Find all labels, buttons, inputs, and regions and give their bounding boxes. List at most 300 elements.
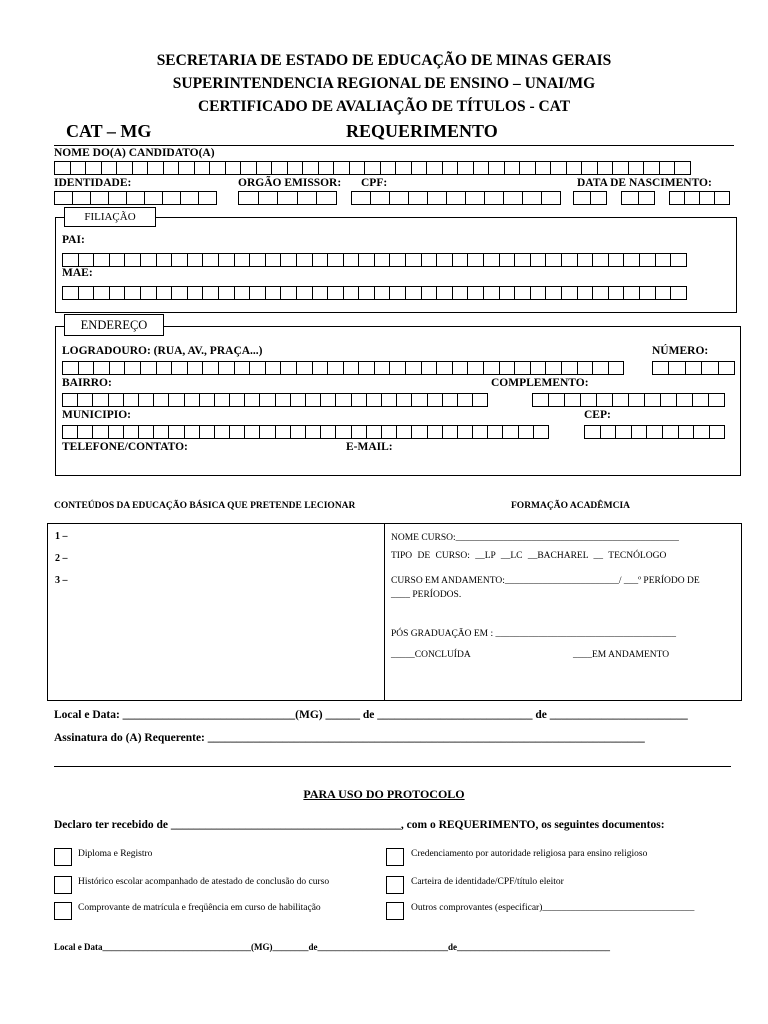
char-box[interactable] [545,253,562,267]
identity-field[interactable] [54,191,217,205]
char-box[interactable] [90,191,109,205]
char-box[interactable] [296,286,313,300]
char-box[interactable] [504,161,521,175]
char-box[interactable] [564,393,581,407]
char-box[interactable] [335,393,351,407]
char-box[interactable] [238,191,259,205]
candidate-name-field[interactable] [54,161,691,175]
char-box[interactable] [662,425,679,439]
char-box[interactable] [320,393,336,407]
char-box[interactable] [652,361,669,375]
char-box[interactable] [198,191,217,205]
char-box[interactable] [502,425,518,439]
char-box[interactable] [472,393,488,407]
char-box[interactable] [116,161,133,175]
char-box[interactable] [532,393,549,407]
place-date-field[interactable]: Local e Data: ______________________________(MG) ______ de ___________________________ de ________________________ [54,709,688,721]
char-box[interactable] [140,286,157,300]
char-box[interactable] [280,286,297,300]
char-box[interactable] [312,253,329,267]
char-box[interactable] [202,286,219,300]
postgrad-field[interactable]: PÓS GRADUAÇÃO EM : ______________________________________ [391,629,677,639]
course-name-field[interactable]: NOME CURSO:_______________________________________________ [391,533,679,543]
char-box[interactable] [421,253,438,267]
char-box[interactable] [405,361,422,375]
char-box[interactable] [561,361,578,375]
char-box[interactable] [701,361,718,375]
char-box[interactable] [714,191,730,205]
char-box[interactable] [124,286,141,300]
char-box[interactable] [156,253,173,267]
char-box[interactable] [271,161,288,175]
char-box[interactable] [62,253,79,267]
char-box[interactable] [218,286,235,300]
char-box[interactable] [123,425,139,439]
char-box[interactable] [577,361,594,375]
char-box[interactable] [85,161,102,175]
char-box[interactable] [259,393,275,407]
char-box[interactable] [351,393,367,407]
char-box[interactable] [628,161,645,175]
char-box[interactable] [126,191,145,205]
char-box[interactable] [467,253,484,267]
char-box[interactable] [612,393,629,407]
char-box[interactable] [366,393,382,407]
char-box[interactable] [548,393,565,407]
char-box[interactable] [621,191,639,205]
char-box[interactable] [421,286,438,300]
char-box[interactable] [427,425,443,439]
char-box[interactable] [684,191,700,205]
char-box[interactable] [514,286,531,300]
char-box[interactable] [162,191,181,205]
other-docs-label[interactable]: Outros comprovantes (especificar)________________________________ [411,903,695,913]
char-box[interactable] [109,361,126,375]
char-box[interactable] [171,361,188,375]
char-box[interactable] [411,425,427,439]
char-box[interactable] [124,361,141,375]
char-box[interactable] [320,425,336,439]
char-box[interactable] [545,286,562,300]
protocol-footer-field[interactable]: Local e Data_________________________________(MG)________de_____________________________de__________________________________ [54,942,610,952]
char-box[interactable] [530,286,547,300]
char-box[interactable] [421,361,438,375]
identity-docs-checkbox[interactable] [386,876,404,894]
char-box[interactable] [70,161,87,175]
char-box[interactable] [457,425,473,439]
char-box[interactable] [457,161,474,175]
char-box[interactable] [646,425,663,439]
char-box[interactable] [62,393,78,407]
char-box[interactable] [156,361,173,375]
char-box[interactable] [483,286,500,300]
char-box[interactable] [427,191,447,205]
char-box[interactable] [184,393,200,407]
protocol-declaration[interactable]: Declaro ter recebido de ________________________________________, com o REQUERIMENTO, os seguintes documentos: [54,819,665,831]
char-box[interactable] [234,286,251,300]
char-box[interactable] [343,286,360,300]
char-box[interactable] [608,286,625,300]
char-box[interactable] [389,191,409,205]
char-box[interactable] [327,253,344,267]
char-box[interactable] [592,286,609,300]
char-box[interactable] [132,161,149,175]
birth-month-field[interactable] [621,191,655,205]
char-box[interactable] [623,286,640,300]
char-box[interactable] [483,253,500,267]
char-box[interactable] [709,425,726,439]
char-box[interactable] [199,393,215,407]
char-box[interactable] [302,161,319,175]
char-box[interactable] [452,253,469,267]
char-box[interactable] [312,361,329,375]
char-box[interactable] [660,393,677,407]
char-box[interactable] [623,253,640,267]
char-box[interactable] [124,253,141,267]
char-box[interactable] [290,393,306,407]
content-item-3[interactable]: 3 – [55,575,68,586]
char-box[interactable] [187,253,204,267]
char-box[interactable] [405,286,422,300]
char-box[interactable] [335,425,351,439]
char-box[interactable] [343,361,360,375]
char-box[interactable] [214,425,230,439]
char-box[interactable] [187,286,204,300]
char-box[interactable] [168,425,184,439]
char-box[interactable] [676,393,693,407]
char-box[interactable] [214,393,230,407]
char-box[interactable] [692,393,709,407]
char-box[interactable] [708,393,725,407]
char-box[interactable] [265,253,282,267]
char-box[interactable] [465,191,485,205]
char-box[interactable] [484,191,504,205]
char-box[interactable] [436,253,453,267]
char-box[interactable] [596,393,613,407]
char-box[interactable] [343,253,360,267]
city-field[interactable] [62,425,549,439]
char-box[interactable] [218,361,235,375]
char-box[interactable] [218,253,235,267]
cep-field[interactable] [584,425,725,439]
char-box[interactable] [290,425,306,439]
char-box[interactable] [674,161,691,175]
char-box[interactable] [644,393,661,407]
char-box[interactable] [396,393,412,407]
char-box[interactable] [612,161,629,175]
district-field[interactable] [62,393,488,407]
other-docs-checkbox[interactable] [386,902,404,920]
char-box[interactable] [109,253,126,267]
char-box[interactable] [312,286,329,300]
char-box[interactable] [333,161,350,175]
char-box[interactable] [581,161,598,175]
char-box[interactable] [297,191,318,205]
char-box[interactable] [678,425,695,439]
char-box[interactable] [374,361,391,375]
char-box[interactable] [265,286,282,300]
enrollment-checkbox[interactable] [54,902,72,920]
complement-field[interactable] [532,393,725,407]
char-box[interactable] [519,161,536,175]
char-box[interactable] [194,161,211,175]
char-box[interactable] [147,161,164,175]
char-box[interactable] [530,253,547,267]
postgrad-ongoing-option[interactable]: ____EM ANDAMENTO [573,650,670,660]
char-box[interactable] [109,286,126,300]
char-box[interactable] [140,253,157,267]
char-box[interactable] [108,425,124,439]
char-box[interactable] [202,361,219,375]
char-box[interactable] [275,393,291,407]
char-box[interactable] [229,393,245,407]
char-box[interactable] [499,253,516,267]
char-box[interactable] [54,191,73,205]
char-box[interactable] [351,191,371,205]
content-item-1[interactable]: 1 – [55,531,68,542]
char-box[interactable] [592,253,609,267]
char-box[interactable] [427,393,443,407]
char-box[interactable] [550,161,567,175]
char-box[interactable] [389,253,406,267]
char-box[interactable] [483,361,500,375]
char-box[interactable] [140,361,157,375]
char-box[interactable] [628,393,645,407]
char-box[interactable] [488,161,505,175]
char-box[interactable] [573,191,591,205]
char-box[interactable] [280,253,297,267]
char-box[interactable] [514,361,531,375]
char-box[interactable] [668,361,685,375]
char-box[interactable] [541,191,561,205]
char-box[interactable] [259,425,275,439]
birth-year-field[interactable] [669,191,730,205]
char-box[interactable] [296,361,313,375]
char-box[interactable] [327,286,344,300]
cpf-field[interactable] [351,191,561,205]
course-periods-field[interactable]: ____ PERÍODOS. [391,590,462,600]
char-box[interactable] [699,191,715,205]
religious-credential-checkbox[interactable] [386,848,404,866]
char-box[interactable] [639,253,656,267]
char-box[interactable] [561,253,578,267]
char-box[interactable] [473,161,490,175]
char-box[interactable] [234,253,251,267]
char-box[interactable] [436,286,453,300]
char-box[interactable] [436,361,453,375]
char-box[interactable] [78,253,95,267]
char-box[interactable] [144,191,163,205]
char-box[interactable] [78,361,95,375]
char-box[interactable] [446,191,466,205]
char-box[interactable] [92,425,108,439]
char-box[interactable] [277,191,298,205]
char-box[interactable] [693,425,710,439]
char-box[interactable] [577,286,594,300]
char-box[interactable] [108,191,127,205]
char-box[interactable] [514,253,531,267]
char-box[interactable] [258,191,279,205]
char-box[interactable] [561,286,578,300]
diploma-checkbox[interactable] [54,848,72,866]
char-box[interactable] [396,425,412,439]
char-box[interactable] [467,361,484,375]
char-box[interactable] [442,161,459,175]
char-box[interactable] [184,425,200,439]
char-box[interactable] [178,161,195,175]
char-box[interactable] [389,286,406,300]
char-box[interactable] [123,393,139,407]
char-box[interactable] [138,393,154,407]
char-box[interactable] [408,191,428,205]
char-box[interactable] [316,191,337,205]
char-box[interactable] [202,253,219,267]
birth-day-field[interactable] [573,191,607,205]
mother-field[interactable] [62,286,687,300]
char-box[interactable] [472,425,488,439]
transcript-checkbox[interactable] [54,876,72,894]
char-box[interactable] [349,161,366,175]
requester-signature-field[interactable]: Assinatura do (A) Requerente: ____________________________________________________________________________ [54,732,645,744]
char-box[interactable] [62,361,79,375]
char-box[interactable] [225,161,242,175]
char-box[interactable] [287,161,304,175]
char-box[interactable] [256,161,273,175]
number-field[interactable] [652,361,735,375]
char-box[interactable] [530,361,547,375]
char-box[interactable] [381,393,397,407]
char-box[interactable] [171,253,188,267]
char-box[interactable] [275,425,291,439]
char-box[interactable] [499,286,516,300]
char-box[interactable] [180,191,199,205]
char-box[interactable] [171,286,188,300]
char-box[interactable] [577,253,594,267]
char-box[interactable] [77,393,93,407]
char-box[interactable] [608,253,625,267]
char-box[interactable] [638,191,656,205]
char-box[interactable] [452,286,469,300]
char-box[interactable] [54,161,71,175]
char-box[interactable] [389,361,406,375]
char-box[interactable] [631,425,648,439]
char-box[interactable] [92,393,108,407]
char-box[interactable] [351,425,367,439]
char-box[interactable] [163,161,180,175]
char-box[interactable] [442,425,458,439]
char-box[interactable] [265,361,282,375]
char-box[interactable] [670,286,687,300]
char-box[interactable] [374,253,391,267]
char-box[interactable] [93,286,110,300]
char-box[interactable] [280,361,297,375]
char-box[interactable] [580,393,597,407]
char-box[interactable] [590,191,608,205]
char-box[interactable] [296,253,313,267]
char-box[interactable] [138,425,154,439]
char-box[interactable] [240,161,257,175]
char-box[interactable] [655,286,672,300]
char-box[interactable] [318,161,335,175]
char-box[interactable] [305,393,321,407]
char-box[interactable] [442,393,458,407]
char-box[interactable] [592,361,609,375]
char-box[interactable] [374,286,391,300]
char-box[interactable] [467,286,484,300]
char-box[interactable] [545,361,562,375]
char-box[interactable] [108,393,124,407]
char-box[interactable] [659,161,676,175]
char-box[interactable] [249,253,266,267]
char-box[interactable] [411,161,428,175]
char-box[interactable] [685,361,702,375]
char-box[interactable] [669,191,685,205]
char-box[interactable] [199,425,215,439]
father-field[interactable] [62,253,687,267]
postgrad-concluded-option[interactable]: _____CONCLUÍDA [391,650,471,660]
char-box[interactable] [499,361,516,375]
char-box[interactable] [380,161,397,175]
content-item-2[interactable]: 2 – [55,553,68,564]
char-box[interactable] [234,361,251,375]
char-box[interactable] [608,361,625,375]
char-box[interactable] [249,286,266,300]
char-box[interactable] [533,425,549,439]
char-box[interactable] [249,361,266,375]
char-box[interactable] [487,425,503,439]
char-box[interactable] [584,425,601,439]
char-box[interactable] [62,286,79,300]
char-box[interactable] [327,361,344,375]
char-box[interactable] [364,161,381,175]
char-box[interactable] [244,393,260,407]
char-box[interactable] [93,253,110,267]
char-box[interactable] [643,161,660,175]
char-box[interactable] [566,161,583,175]
char-box[interactable] [358,286,375,300]
char-box[interactable] [452,361,469,375]
char-box[interactable] [395,161,412,175]
issuer-field[interactable] [238,191,337,205]
char-box[interactable] [101,161,118,175]
char-box[interactable] [305,425,321,439]
char-box[interactable] [78,286,95,300]
char-box[interactable] [718,361,735,375]
char-box[interactable] [187,361,204,375]
char-box[interactable] [62,425,78,439]
char-box[interactable] [366,425,382,439]
course-in-progress-field[interactable]: CURSO EM ANDAMENTO:________________________/ ___º PERÍODO DE [391,576,700,586]
char-box[interactable] [639,286,656,300]
char-box[interactable] [156,286,173,300]
char-box[interactable] [168,393,184,407]
course-type-field[interactable]: TIPO DE CURSO: __LP __LC __BACHAREL __ TECNÓLOGO [391,551,667,561]
char-box[interactable] [411,393,427,407]
char-box[interactable] [244,425,260,439]
char-box[interactable] [426,161,443,175]
char-box[interactable] [457,393,473,407]
char-box[interactable] [358,361,375,375]
char-box[interactable] [93,361,110,375]
char-box[interactable] [503,191,523,205]
street-field[interactable] [62,361,624,375]
char-box[interactable] [615,425,632,439]
char-box[interactable] [655,253,672,267]
char-box[interactable] [77,425,93,439]
char-box[interactable] [209,161,226,175]
char-box[interactable] [153,393,169,407]
char-box[interactable] [405,253,422,267]
